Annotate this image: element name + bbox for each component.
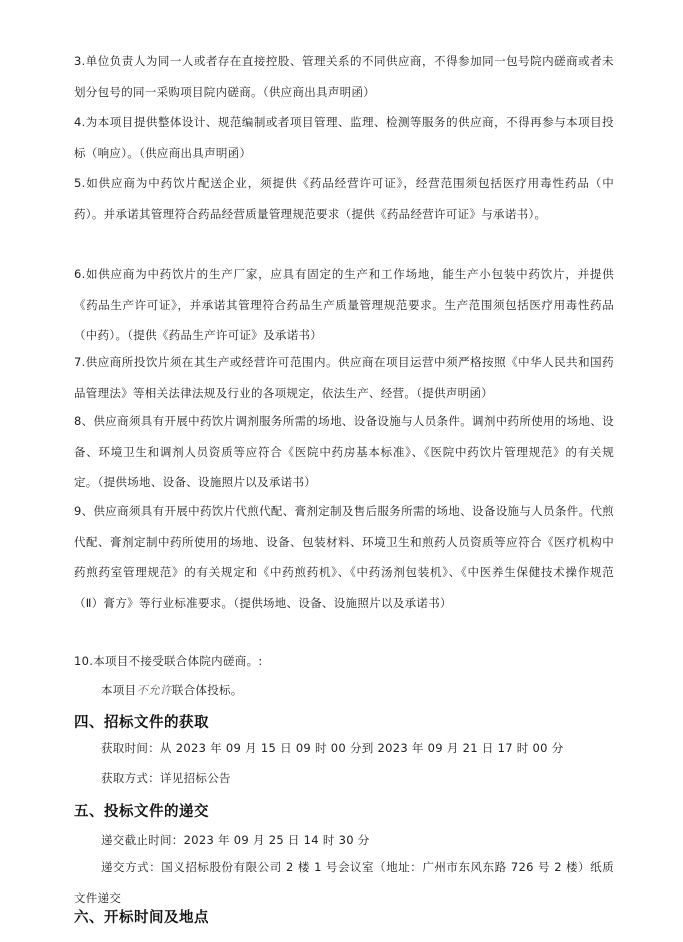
joint-bid-not-allowed: 不允许 bbox=[136, 683, 172, 697]
section-4-heading: 四、招标文件的获取 bbox=[74, 715, 209, 731]
requirement-item-8: 8、供应商须具有开展中药饮片调剂服务所需的场地、设备设施与人员条件。调剂中药所使用的场地、设备、环境卫生和调剂人员资质等应符合《医院中药房基本标准》、《医院中药饮片管理规范》的有关规定。（提供场地、设备、设施照片以及承诺书） bbox=[74, 414, 614, 489]
submission-method: 递交方式：国义招标股份有限公司 2 楼 1 号会议室（地址：广州市东风东路 726 号 2 楼）纸质文件递交 bbox=[74, 860, 614, 905]
submission-deadline: 递交截止时间：2023 年 09 月 25 日 14 时 30 分 bbox=[101, 833, 370, 847]
joint-bid-prefix: 本项目 bbox=[101, 683, 137, 697]
section-5-heading: 五、投标文件的递交 bbox=[74, 804, 209, 820]
requirement-item-4: 4.为本项目提供整体设计、规范编制或者项目管理、监理、检测等服务的供应商，不得再参与本项目投标（响应）。（供应商出具声明函） bbox=[74, 115, 614, 160]
requirement-item-10: 10.本项目不接受联合体院内磋商。: bbox=[74, 654, 263, 668]
joint-bid-suffix: 联合体投标。 bbox=[171, 683, 243, 697]
requirement-item-7: 7.供应商所投饮片须在其生产或经营许可范围内。供应商在项目运营中须严格按照《中华人民共和国药品管理法》等相关法律法规及行业的各项规定，依法生产、经营。（提供声明函） bbox=[74, 355, 614, 400]
acquisition-method: 获取方式：详见招标公告 bbox=[101, 771, 231, 785]
joint-bid-statement bbox=[101, 675, 613, 706]
section-6-heading: 六、开标时间及地点 bbox=[74, 910, 209, 926]
requirement-item-5: 5.如供应商为中药饮片配送企业，须提供《药品经营许可证》，经营范围须包括医疗用毒性药品（中药）。并承诺其管理符合药品经营质量管理规范要求（提供《药品经营许可证》与承诺书）。 bbox=[74, 176, 614, 221]
requirement-item-3: 3.单位负责人为同一人或者存在直接控股、管理关系的不同供应商，不得参加同一包号院内磋商或者未划分包号的同一采购项目院内磋商。（供应商出具声明函） bbox=[74, 54, 614, 99]
requirement-item-9: 9、供应商须具有开展中药饮片代煎代配、膏剂定制及售后服务所需的场地、设备设施与人员条件。代煎代配、膏剂定制中药所使用的场地、设备、包装材料、环境卫生和煎药人员资质等应符合《医疗机构中药煎药室管理规范》的有关规定和《中药煎药机》、《中药汤剂包装机》、《中医养生保健技术操作规范（Ⅱ）膏方》等行业标准要求。（提供场地、设备、设施照片以及承诺书） bbox=[74, 504, 614, 610]
requirement-item-6: 6.如供应商为中药饮片的生产厂家，应具有固定的生产和工作场地，能生产小包装中药饮片，并提供《药品生产许可证》，并承诺其管理符合药品生产质量管理规范要求。生产范围须包括医疗用毒性药品（中药）。（提供《药品生产许可证》及承诺书） bbox=[74, 267, 614, 342]
acquisition-time: 获取时间：从 2023 年 09 月 15 日 09 时 00 分到 2023 年 09 月 21 日 17 时 00 分 bbox=[101, 741, 564, 755]
